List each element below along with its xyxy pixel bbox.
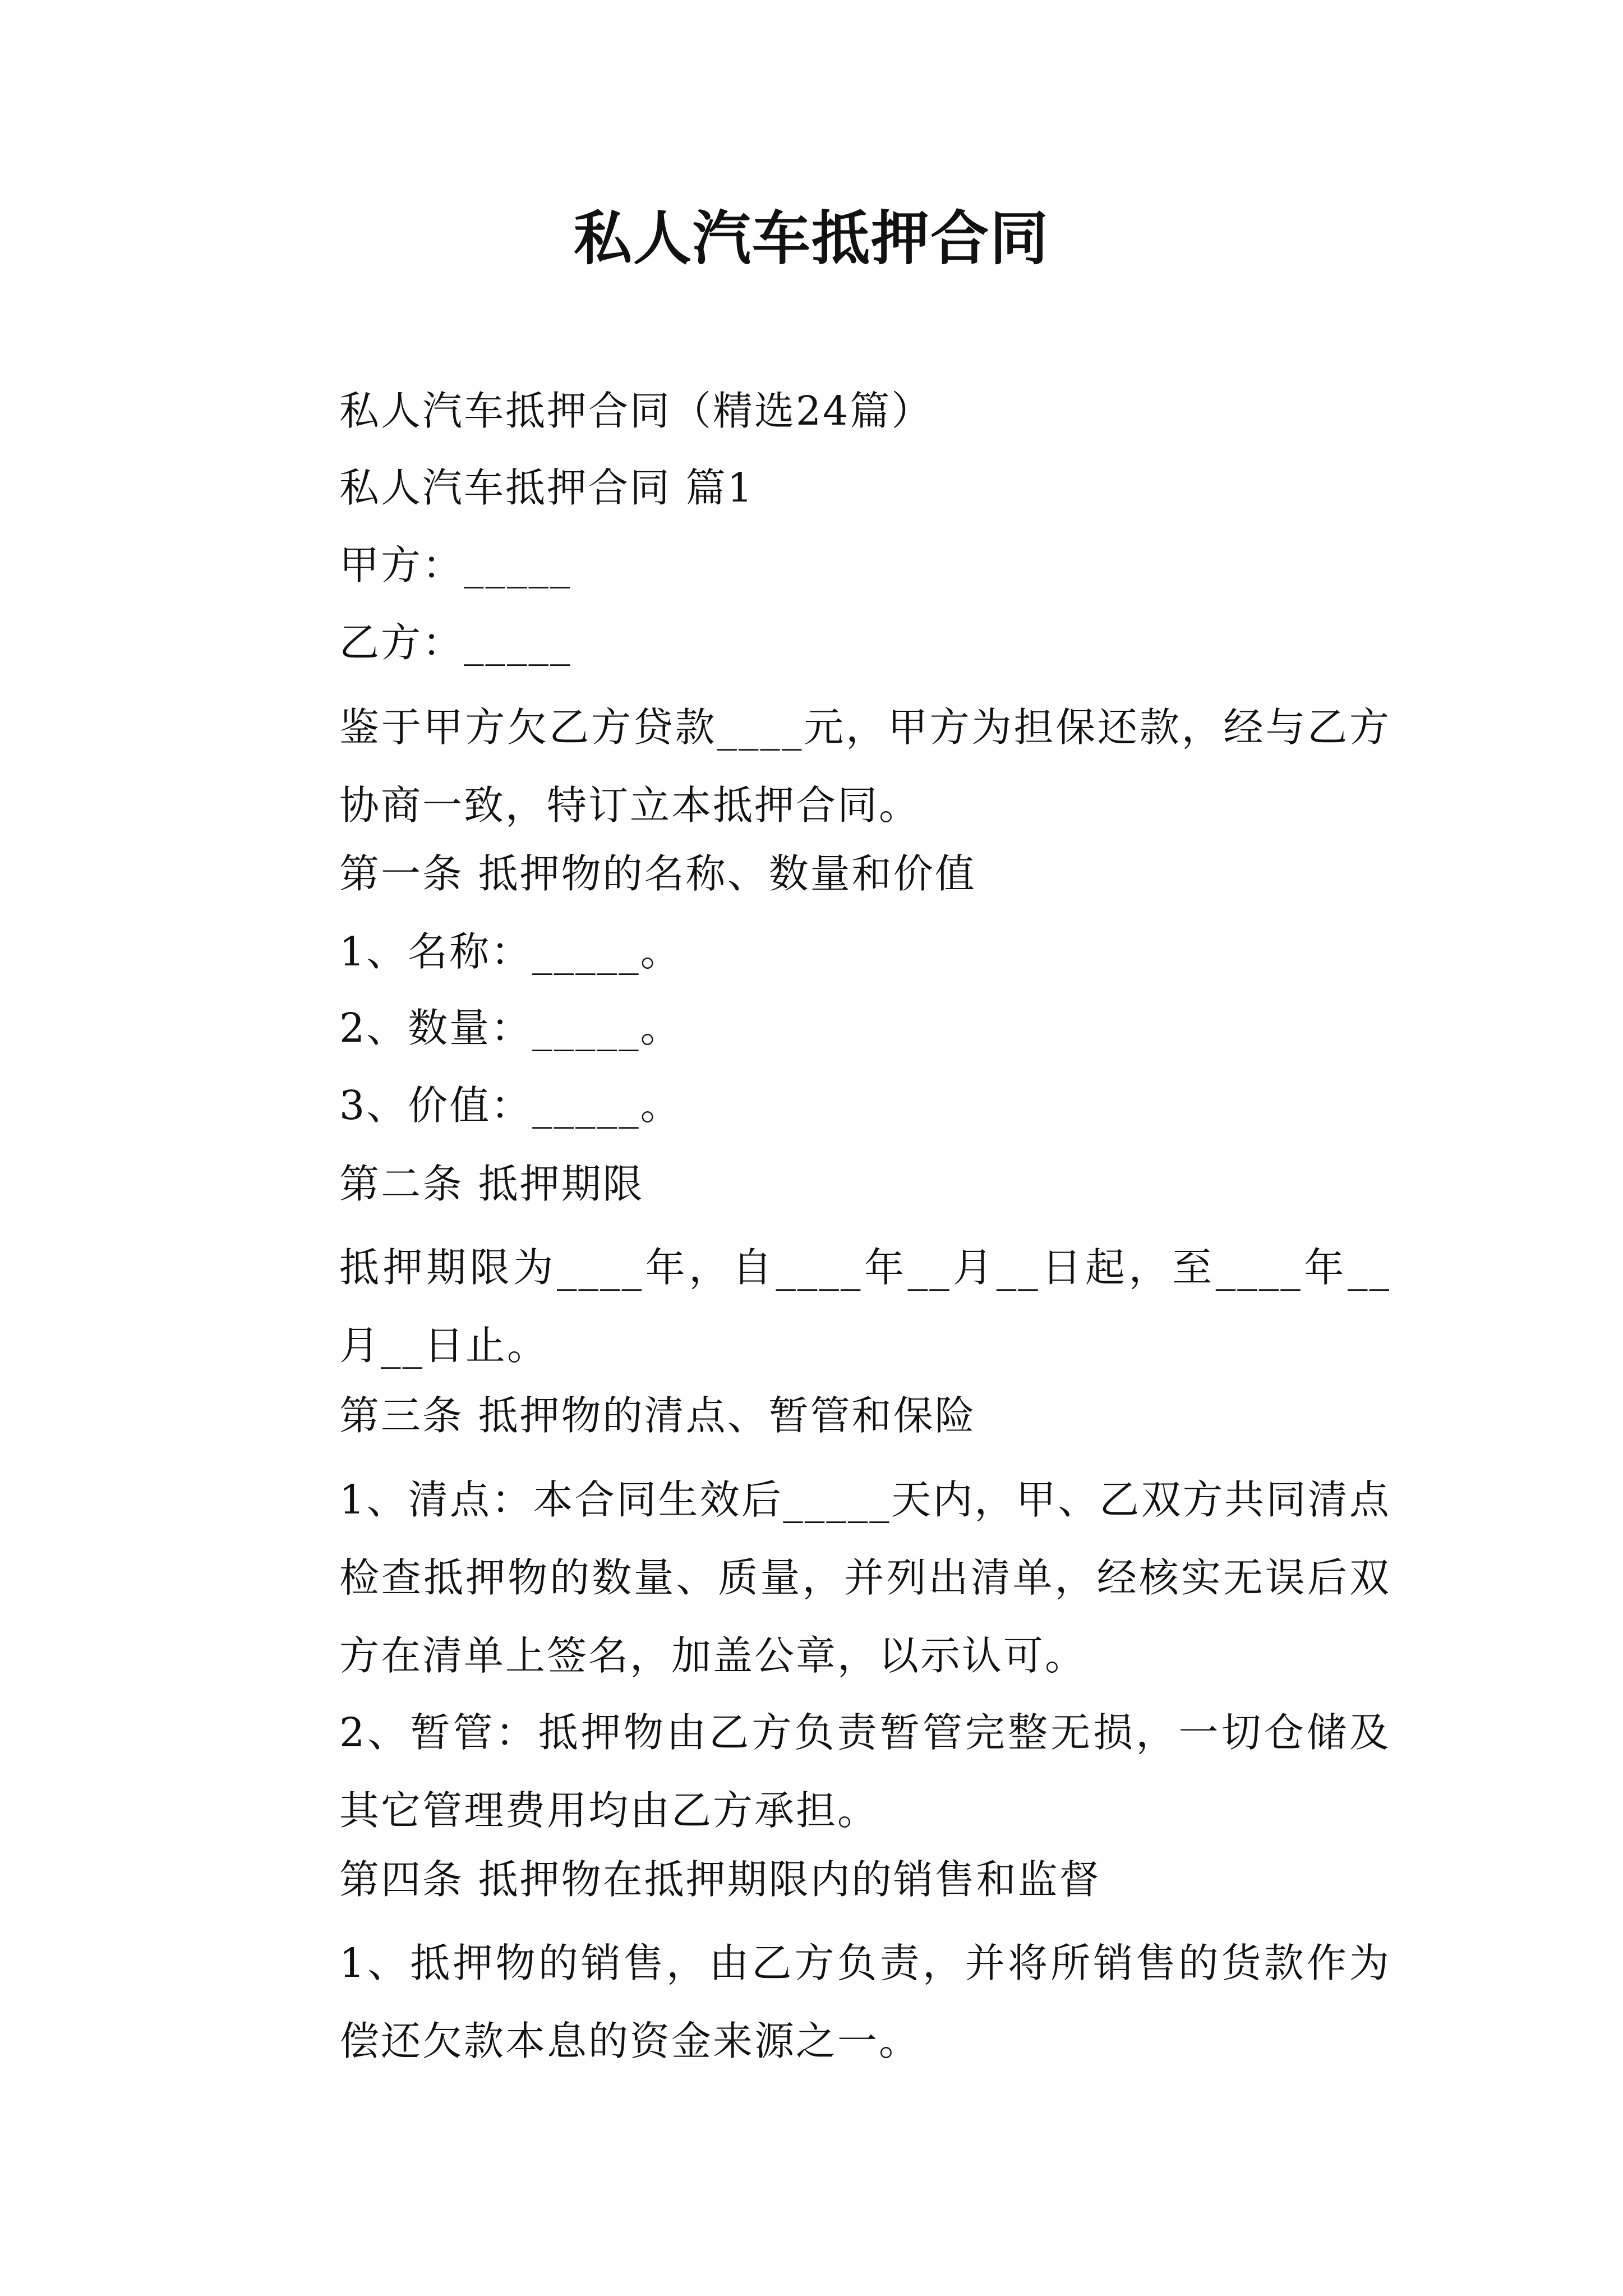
- party-a-line: 甲方：_____: [339, 542, 572, 588]
- article-4-heading: 第四条 抵押物在抵押期限内的销售和监督: [339, 1856, 1101, 1903]
- article-3-heading: 第三条 抵押物的清点、暂管和保险: [339, 1392, 976, 1439]
- article-3-item-inventory: 1、清点：本合同生效后_____天内，甲、乙双方共同清点检查抵押物的数量、质量，并列出清单，经核实无误后双方在清单上签名，加盖公章，以示认可。: [339, 1476, 1391, 1679]
- collection-heading: 私人汽车抵押合同（精选24篇）: [339, 388, 933, 434]
- article-1-item-value: 3、价值：_____。: [339, 1082, 682, 1129]
- article-3-item-custody: 2、暂管：抵押物由乙方负责暂管完整无损，一切仓储及其它管理费用均由乙方承担。: [339, 1709, 1391, 1834]
- article-1-item-quantity: 2、数量：_____。: [339, 1005, 682, 1051]
- document-title: 私人汽车抵押合同: [573, 204, 1049, 273]
- article-1-heading: 第一条 抵押物的名称、数量和价值: [339, 850, 976, 897]
- article-1-item-name: 1、名称：_____。: [339, 928, 682, 975]
- article-2-paragraph: 抵押期限为____年，自____年__月__日起，至____年__月__日止。: [339, 1244, 1391, 1369]
- party-b-line: 乙方：_____: [339, 619, 572, 666]
- article-4-item-sales: 1、抵押物的销售，由乙方负责，并将所销售的货款作为偿还欠款本息的资金来源之一。: [339, 1940, 1391, 2064]
- preamble-paragraph: 鉴于甲方欠乙方贷款____元，甲方为担保还款，经与乙方协商一致，特订立本抵押合同。: [339, 704, 1391, 829]
- article-2-heading: 第二条 抵押期限: [339, 1161, 644, 1207]
- section-heading: 私人汽车抵押合同 篇1: [339, 464, 754, 511]
